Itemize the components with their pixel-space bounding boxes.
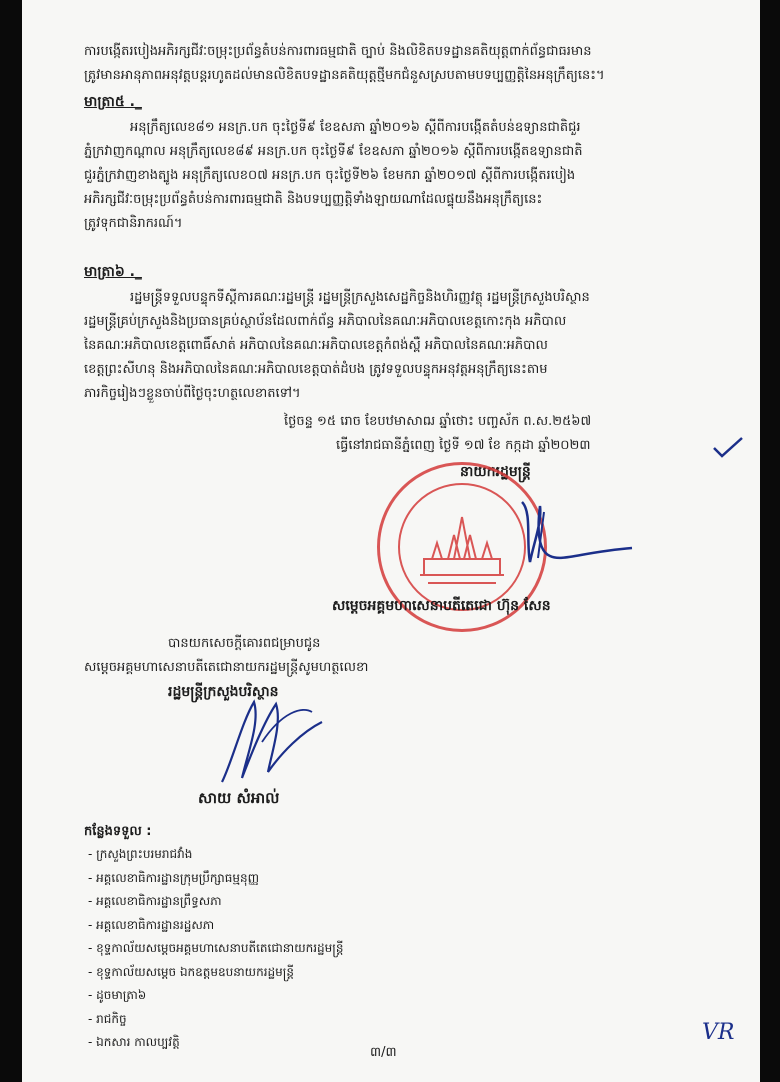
article5-heading: មាត្រា៥ ._ — [84, 94, 142, 110]
minister-name: សាយ សំអាល់ — [198, 789, 280, 807]
article5-line4: អភិរក្សជីវៈចម្រុះប្រព័ន្ធតំបន់ការពារធម្មជាតិ និងបទប្បញ្ញត្តិទាំងឡាយណាដែលផ្ទុយនឹងអនុក្រឹត្យនេះ — [84, 192, 543, 207]
list-item: - ខុទ្ទកាល័យសម្តេចអគ្គមហាសេនាបតីតេជោនាយករដ្ឋមន្ត្រី — [88, 941, 344, 955]
article6-line5: ភារកិច្ចរៀងៗខ្លួនចាប់ពីថ្ងៃចុះហត្ថលេខាតទៅ។ — [84, 386, 301, 401]
signatory-title: នាយករដ្ឋមន្ត្រី — [460, 464, 531, 480]
pm-signature — [492, 492, 642, 582]
document-page — [22, 0, 760, 1082]
checkmark-icon — [712, 436, 744, 458]
submission-line1: បានយកសេចក្ដីគោរពជម្រាបជូន — [168, 636, 321, 651]
article5-line2: ភ្នំក្រវាញកណ្ដាល អនុក្រឹត្យលេខ៨៩ អនក្រ.បក ចុះថ្ងៃទី៩ ខែឧសភា ឆ្នាំ២០១៦ ស្តីពីការបង្កើតឧទ្យានជាតិ — [84, 144, 583, 159]
initials: VR — [702, 1020, 735, 1045]
paragraph-top-line1: ការបង្កើតរបៀងអភិរក្សជីវៈចម្រុះប្រព័ន្ធតំបន់ការពារធម្មជាតិ ច្បាប់ និងលិខិតបទដ្ឋានគតិយុត្តពាក់ព័ន្ធជាធរមាន — [84, 44, 592, 59]
article6-line1: រដ្ឋមន្ត្រីទទួលបន្ទុកទីស្តីការគណៈរដ្ឋមន្ត្រី រដ្ឋមន្ត្រីក្រសួងសេដ្ឋកិច្ចនិងហិរញ្ញវត្ថុ រដ្ឋមន្ត្រីក្រសួងបរិស្ថាន — [130, 290, 590, 305]
list-item: - ឯកសារ កាលប្បវត្តិ — [88, 1035, 180, 1049]
list-item: - ក្រសួងព្រះបរមរាជវាំង — [88, 847, 193, 861]
date-solar: ធ្វើនៅរាជធានីភ្នំពេញ ថ្ងៃទី ១៧ ខែ កក្កដា ឆ្នាំ២០២៣ — [336, 438, 591, 453]
article6-line4: ខេត្តព្រះសីហនុ និងអភិបាលនៃគណៈអភិបាលខេត្តបាត់ដំបង ត្រូវទទួលបន្ទុកអនុវត្តអនុក្រឹត្យនេះតាម — [84, 362, 548, 377]
list-item: - អគ្គលេខាធិការដ្ឋានក្រុមប្រឹក្សាធម្មនុញ្ញ — [88, 870, 260, 885]
recipients-list — [88, 843, 343, 1055]
submission-line2: សម្តេចអគ្គមហាសេនាបតីតេជោនាយករដ្ឋមន្ត្រីសូមហត្ថលេខា — [84, 660, 369, 675]
list-item: - ខុទ្ទកាល័យសម្តេច ឯកឧត្តមឧបនាយករដ្ឋមន្ត្រី — [88, 964, 294, 979]
article5-line3: ជួរភ្នំក្រវាញខាងត្បូង អនុក្រឹត្យលេខ០៧ អនក្រ.បក ចុះថ្ងៃទី២៦ ខែមករា ឆ្នាំ២០១៧ ស្តីពីការបង្កើតរបៀង — [84, 168, 576, 183]
article6-line3: នៃគណៈអភិបាលខេត្តពោធិ៍សាត់ អភិបាលនៃគណៈអភិបាលខេត្តកំពង់ស្ពឺ អភិបាលនៃគណៈអភិបាល — [84, 338, 548, 353]
minister-title: រដ្ឋមន្ត្រីក្រសួងបរិស្ថាន — [168, 684, 279, 700]
recipients-heading: កន្លែងទទួល : — [84, 824, 152, 839]
article6-line2: រដ្ឋមន្ត្រីគ្រប់ក្រសួងនិងប្រធានគ្រប់ស្ថាប័នដែលពាក់ព័ន្ធ អភិបាលនៃគណៈអភិបាលខេត្តកោះកុង អភិបាល — [84, 314, 567, 329]
article6-heading: មាត្រា៦ ._ — [84, 264, 142, 280]
article5-line1: អនុក្រឹត្យលេខ៨១ អនក្រ.បក ចុះថ្ងៃទី៩ ខែឧសភា ឆ្នាំ២០១៦ ស្តីពីការបង្កើតតំបន់ឧទ្យានជាតិជួរ — [130, 120, 581, 135]
minister-signature — [202, 682, 352, 792]
article5-line5: ត្រូវទុកជានិរាករណ៍។ — [84, 216, 183, 231]
signatory-name: សម្តេចអគ្គមហាសេនាបតីតេជោ ហ៊ុន សែន — [332, 598, 551, 614]
list-item: - អគ្គលេខាធិការដ្ឋានរដ្ឋសភា — [88, 917, 215, 932]
list-item: - អគ្គលេខាធិការដ្ឋានព្រឹទ្ធសភា — [88, 894, 222, 908]
page-number: ៣/៣ — [370, 1045, 397, 1060]
date-lunar: ថ្ងៃចន្ទ ១៥ រោច ខែបឋមាសាឍ ឆ្នាំថោះ បញ្ចស័ក ព.ស.២៥៦៧ — [284, 414, 592, 429]
list-item: - ដូចមាត្រា៦ — [88, 988, 147, 1002]
list-item: - រាជកិច្ច — [88, 1011, 127, 1026]
paragraph-top-line2: ត្រូវមានអានុភាពអនុវត្តបន្តរហូតដល់មានលិខិតបទដ្ឋានគតិយុត្តថ្មីមកជំនួសស្របតាមបទប្បញ្ញត្តិនៃអនុក្រឹត្យនេះ។ — [84, 68, 605, 83]
